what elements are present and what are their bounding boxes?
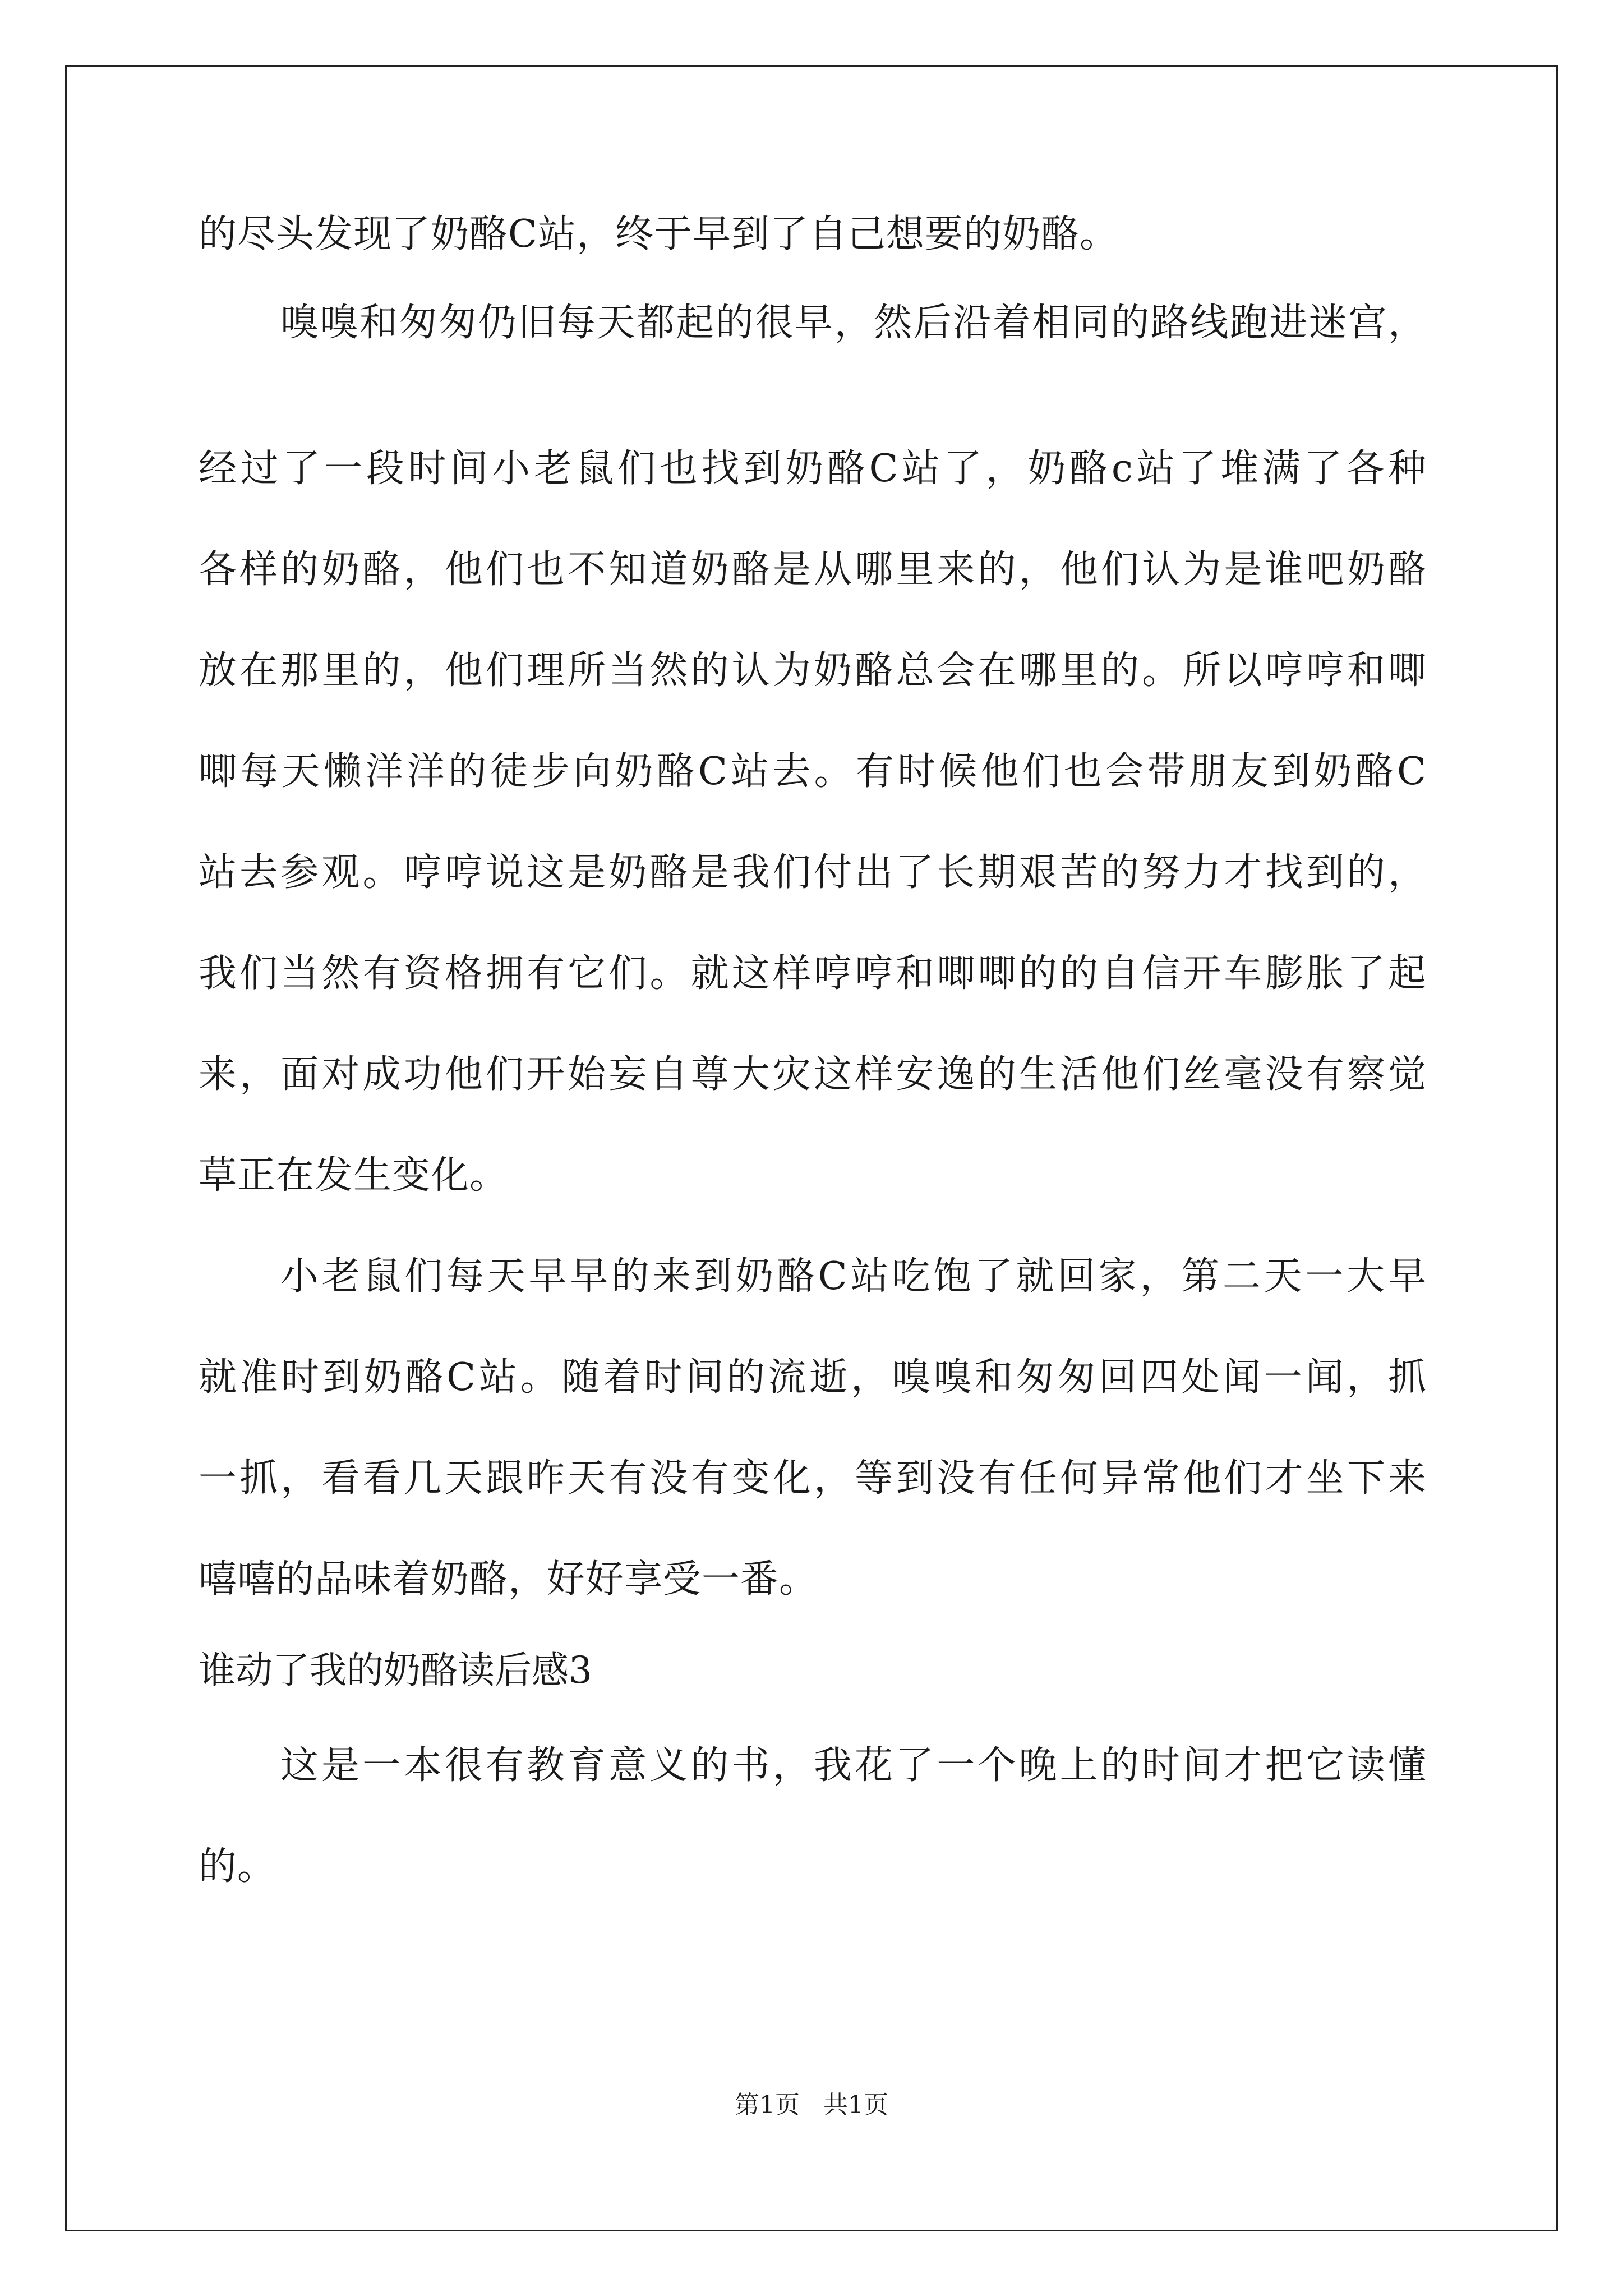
text-line: 的。 [199,1844,276,1889]
text-line: 各样的奶酪，他们也不知道奶酪是从哪里来的，他们认为是谁吧奶酪 [199,547,1427,592]
text-line: 经过了一段时间小老鼠们也找到奶酪C站了，奶酪c站了堆满了各种 [199,447,1427,491]
text-line: 嘻嘻的品味着奶酪，好好享受一番。 [199,1557,818,1602]
text-line: 的尽头发现了奶酪C站，终于早到了自己想要的奶酪。 [199,212,1119,256]
text-line: 这是一本很有教育意义的书，我花了一个晚上的时间才把它读懂 [280,1743,1427,1788]
text-line: 草正在发生变化。 [199,1153,509,1198]
text-line: 一抓，看看几天跟昨天有没有变化，等到没有任何异常他们才坐下来 [199,1456,1427,1501]
text-line: 放在那里的，他们理所当然的认为奶酪总会在哪里的。所以哼哼和唧 [199,648,1427,693]
text-line: 来，面对成功他们开始妄自尊大灾这样安逸的生活他们丝毫没有察觉 [199,1052,1427,1097]
page-frame [65,65,1558,2231]
page-number-footer: 第1页 共1页 [735,2091,888,2119]
section-heading: 谁动了我的奶酪读后感3 [199,1649,592,1692]
text-line: 嗅嗅和匆匆仍旧每天都起的很早，然后沿着相同的路线跑进迷宫， [280,301,1427,345]
text-line: 小老鼠们每天早早的来到奶酪C站吃饱了就回家，第二天一大早 [280,1254,1427,1299]
text-line: 就准时到奶酪C站。随着时间的流逝，嗅嗅和匆匆回四处闻一闻，抓 [199,1355,1427,1400]
text-line: 唧每天懒洋洋的徒步向奶酪C站去。有时候他们也会带朋友到奶酪C [199,749,1427,794]
text-line: 我们当然有资格拥有它们。就这样哼哼和唧唧的的自信开车膨胀了起 [199,951,1427,996]
text-line: 站去参观。哼哼说这是奶酪是我们付出了长期艰苦的努力才找到的， [199,850,1427,895]
